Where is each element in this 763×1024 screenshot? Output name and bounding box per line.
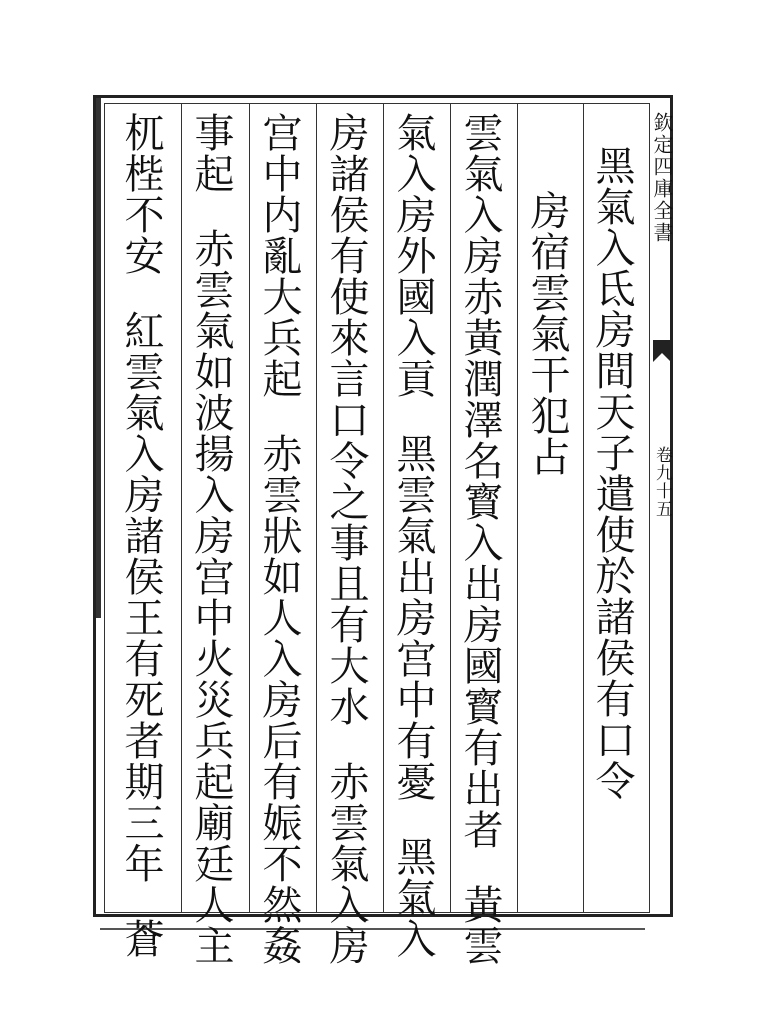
column-rule xyxy=(450,103,451,913)
text-segment: 雲氣入房赤黃潤澤名寳入出房國寳有出者 xyxy=(457,112,503,850)
text-segment: 房宿雲氣干犯占 xyxy=(524,190,570,477)
text-segment: 赤雲氣如波揚入房宫中火災兵起廟廷人主 xyxy=(188,228,234,966)
text-segment: 黑氣入 xyxy=(390,836,436,959)
column-rule xyxy=(383,103,384,913)
column-rule xyxy=(181,103,182,913)
text-segment: 赤雲氣入房 xyxy=(323,761,369,966)
text-segment: 紅雲氣入房諸侯王有死者期三年 xyxy=(118,310,164,884)
column-rule xyxy=(249,103,250,913)
text-column-3 xyxy=(457,112,503,966)
bottom-rule xyxy=(100,928,645,930)
column-rule xyxy=(517,103,518,913)
text-column-7 xyxy=(188,112,234,966)
text-column-2 xyxy=(524,190,570,477)
text-column-6 xyxy=(256,112,302,966)
text-segment: 房諸侯有使來言口令之事且有大水 xyxy=(323,112,369,727)
text-segment: 氣入房外國入貢 xyxy=(390,112,436,399)
text-segment: 黑氣入氐房間天子遣使於諸侯有口令 xyxy=(589,145,635,801)
column-rule xyxy=(583,103,584,913)
text-segment: 赤雲狀如人入房后有娠不然姦 xyxy=(256,433,302,966)
text-segment: 黑雲氣出房宫中有憂 xyxy=(390,433,436,802)
text-segment: 事起 xyxy=(188,112,234,194)
text-segment: 杌梐不安 xyxy=(118,112,164,276)
text-column-5 xyxy=(323,112,369,966)
page-left-shadow xyxy=(96,98,101,618)
text-column-8 xyxy=(118,112,164,959)
book-title-margin: 欽定四庫全書 xyxy=(650,112,674,244)
text-segment: 宫中内亂大兵起 xyxy=(256,112,302,399)
column-rule xyxy=(316,103,317,913)
text-segment: 黃雲 xyxy=(457,884,503,966)
fish-tail-mark-icon xyxy=(653,340,671,362)
text-column-1 xyxy=(589,145,635,801)
text-segment: 蒼 xyxy=(118,918,164,959)
text-column-4 xyxy=(390,112,436,959)
volume-number-margin: 卷九十五 xyxy=(652,446,672,518)
